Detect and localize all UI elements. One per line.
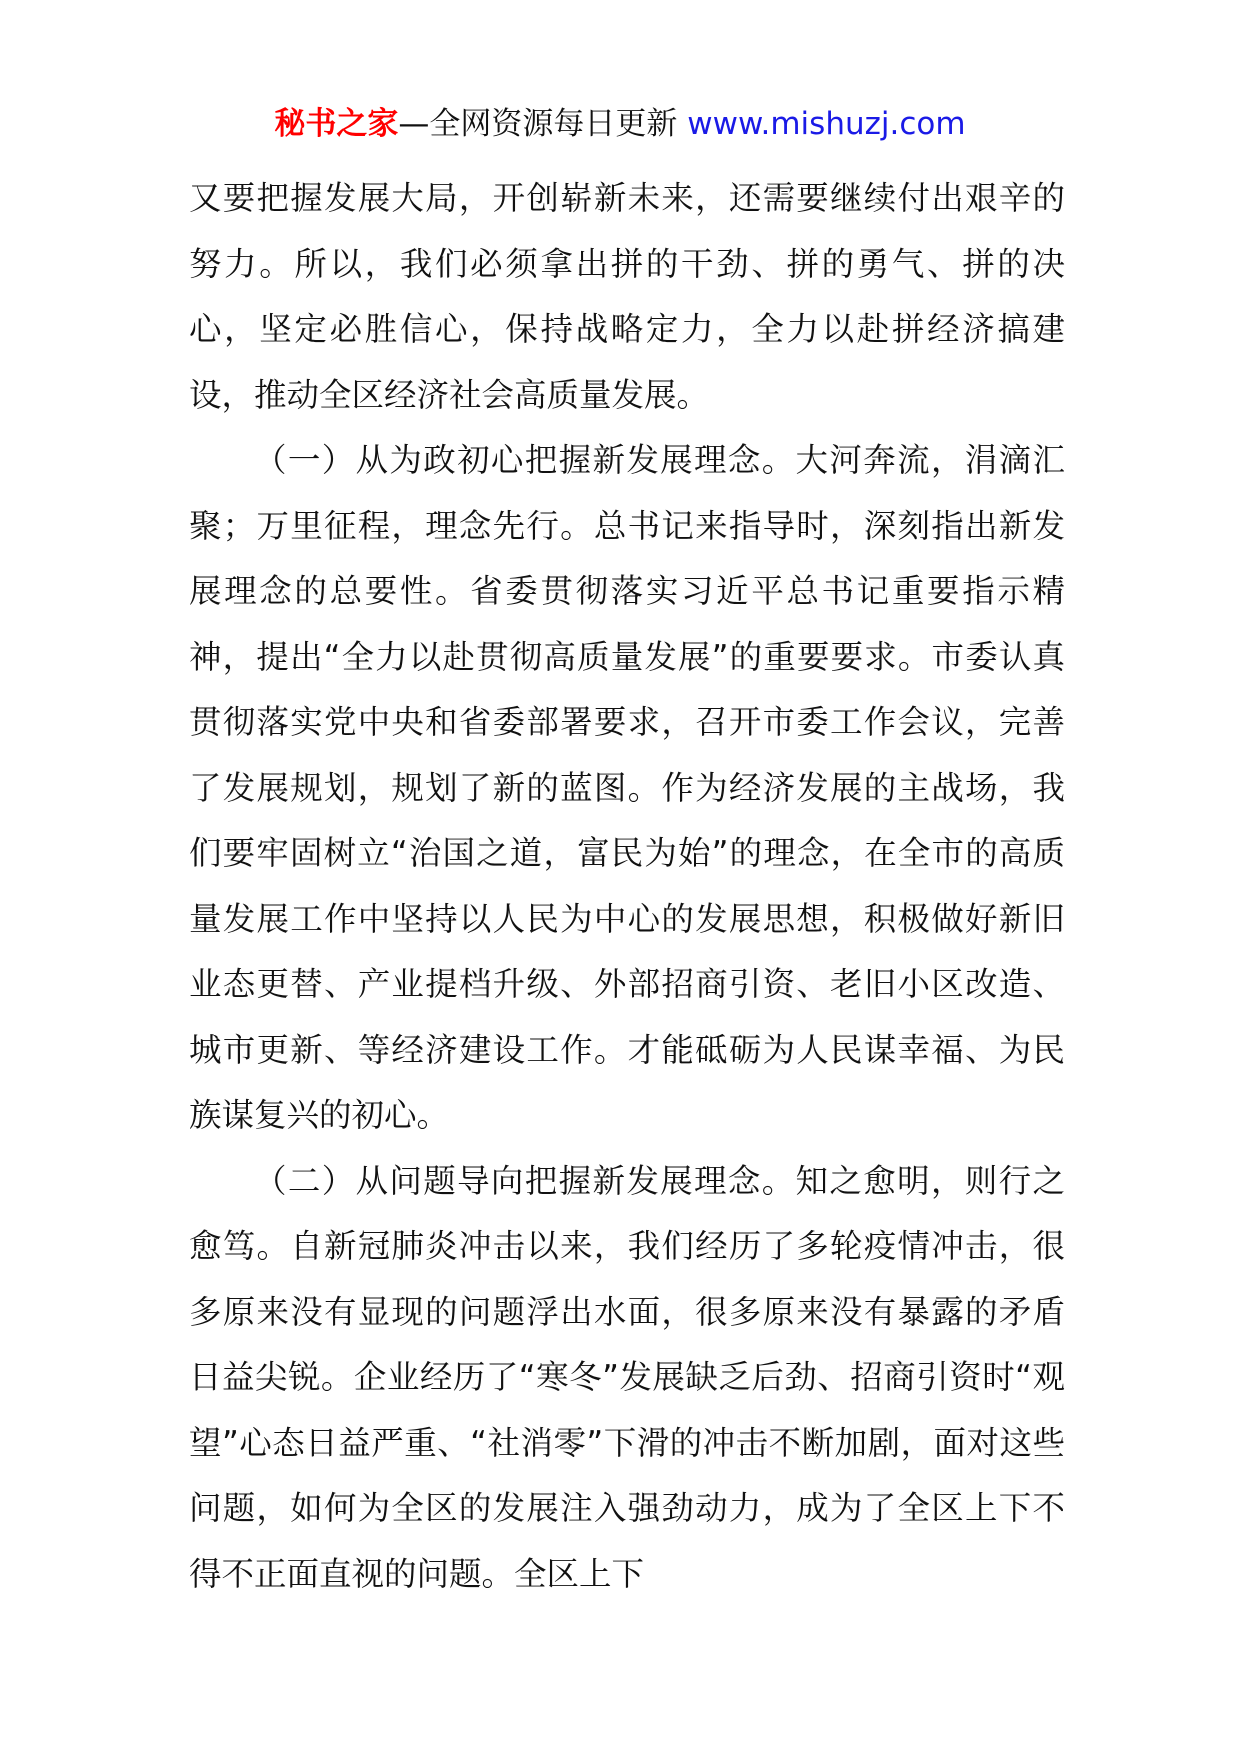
header-url-link[interactable]: www.mishuzj.com (687, 106, 966, 142)
document-body (189, 166, 1065, 1607)
header-tagline: —全网资源每日更新 (398, 106, 688, 142)
paragraph-section-2: （二）从问题导向把握新发展理念。知之愈明，则行之愈笃。自新冠肺炎冲击以来，我们经历了多轮疫情冲击，很多原来没有显现的问题浮出水面，很多原来没有暴露的矛盾日益尖锐。企业经历了“寒冬”发展缺乏后劲、招商引资时“观望”心态日益严重、“社消零”下滑的冲击不断加剧，面对这些问题，如何为全区的发展注入强劲动力，成为了全区上下不得不正面直视的问题。全区上下 (189, 1161, 1065, 1593)
paragraph-continuation: 又要把握发展大局，开创崭新未来，还需要继续付出艰辛的努力。所以，我们必须拿出拼的干劲、拼的勇气、拼的决心，坚定必胜信心，保持战略定力，全力以赴拼经济搞建设，推动全区经济社会高质量发展。 (189, 179, 1065, 414)
header-brand: 秘书之家 (274, 106, 399, 142)
paragraph-section-1: （一）从为政初心把握新发展理念。大河奔流，涓滴汇聚；万里征程，理念先行。总书记来指导时，深刻指出新发展理念的总要性。省委贯彻落实习近平总书记重要指示精神，提出“全力以赴贯彻高质量发展”的重要要求。市委认真贯彻落实党中央和省委部署要求，召开市委工作会议，完善了发展规划，规划了新的蓝图。作为经济发展的主战场，我们要牢固树立“治国之道，富民为始”的理念，在全市的高质量发展工作中坚持以人民为中心的发展思想，积极做好新旧业态更替、产业提档升级、外部招商引资、老旧小区改造、城市更新、等经济建设工作。才能砥砺为人民谋幸福、为民族谋复兴的初心。 (189, 441, 1065, 1134)
page-header (0, 102, 1240, 146)
